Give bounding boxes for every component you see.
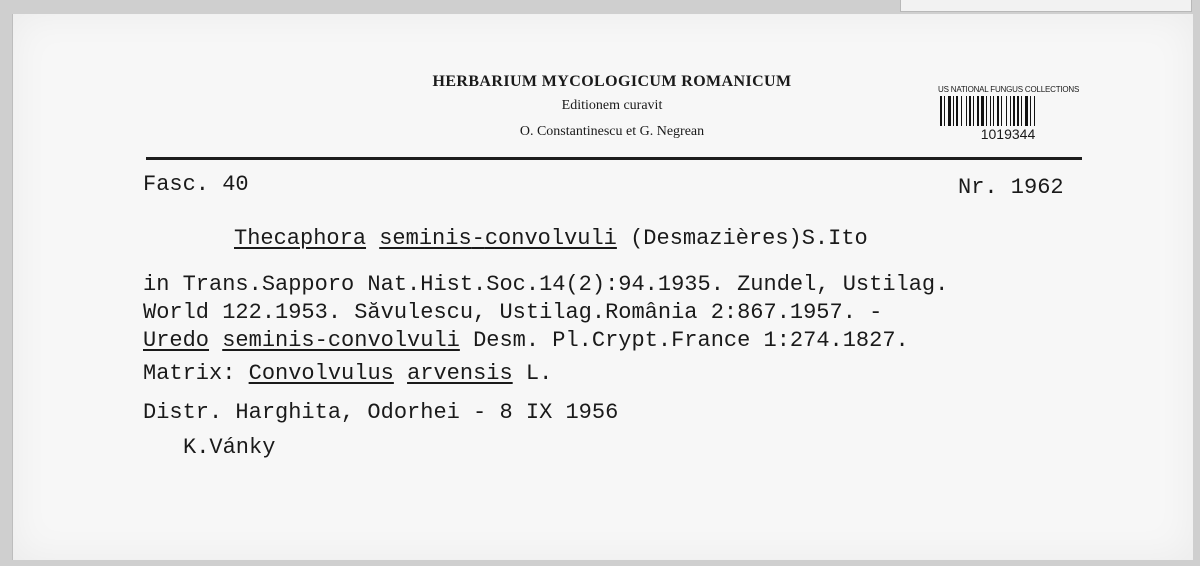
synonym-line [143,330,909,352]
matrix-label: Matrix: [143,361,236,386]
synonym-reference: Desm. Pl.Crypt.France 1:274.1827. [473,328,909,353]
citation-line-2: World 122.1953. Săvulescu, Ustilag.România 2:867.1957. - [143,300,883,325]
taxon-genus: Thecaphora [234,226,367,251]
herbarium-title: HERBARIUM MYCOLOGICUM ROMANICUM [432,73,792,90]
host-epithet: arvensis [407,361,513,386]
distribution: Distr. Harghita, Odorhei - 8 IX 1956 [143,400,619,425]
citation-line-1: in Trans.Sapporo Nat.Hist.Soc.14(2):94.1935. Zundel, Ustilag. [143,272,949,297]
editor-note: Editionem curavit [561,98,663,113]
synonym-epithet: seminis-convolvuli [222,328,460,353]
matrix-line [143,363,552,385]
header-divider [146,157,1082,160]
host-author: L. [525,361,553,386]
editors: O. Constantinescu et G. Negrean [519,124,705,139]
taxon-epithet: seminis-convolvuli [379,226,617,251]
barcode-block [938,85,1078,142]
background-card-edge [900,0,1192,12]
exsiccata-number: Nr. 1962 [958,175,1064,200]
fascicle: Fasc. 40 [143,172,249,197]
barcode-number: 1019344 [980,126,1036,142]
taxon-name [234,228,868,250]
barcode-icon [938,96,1078,126]
host-genus: Convolvulus [248,361,394,386]
barcode-caption: US NATIONAL FUNGUS COLLECTIONS [938,85,1080,94]
synonym-genus: Uredo [143,328,210,353]
herbarium-label [12,14,1193,560]
collector: K.Vánky [183,435,276,460]
taxon-authority: (Desmazières)S.Ito [630,226,868,251]
